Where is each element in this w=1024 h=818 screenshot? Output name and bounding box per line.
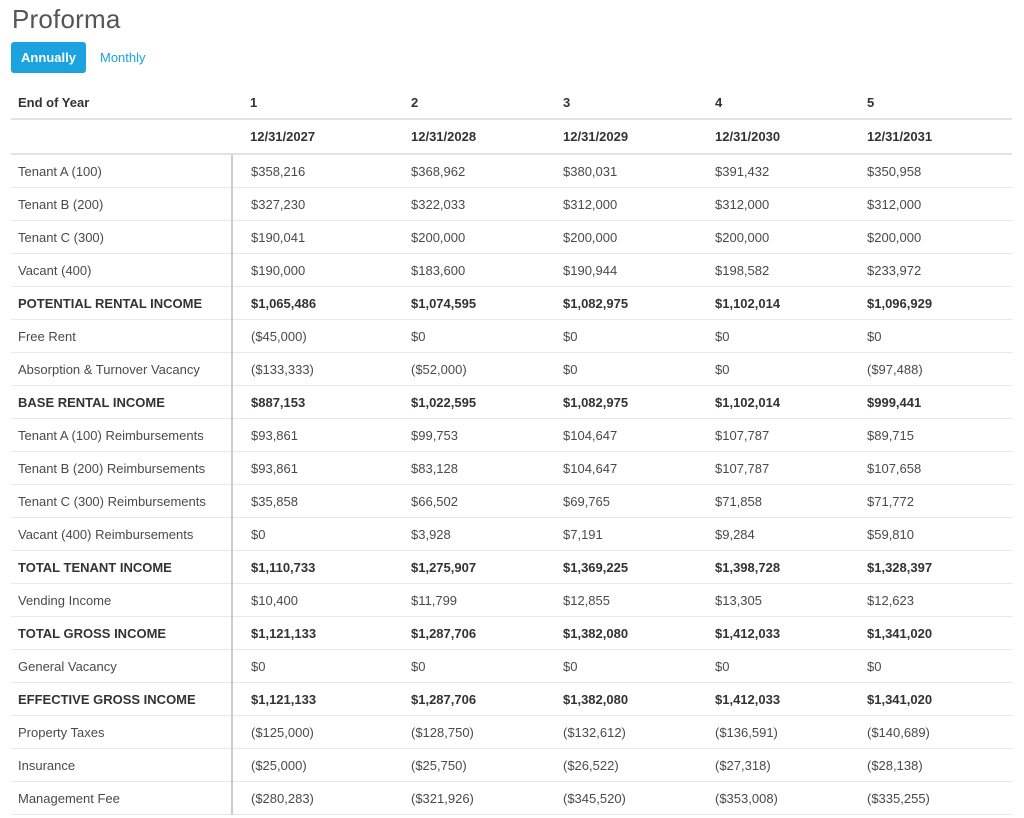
table-cell: $12,855: [545, 584, 697, 617]
row-label: Tenant C (300) Reimbursements: [11, 485, 232, 518]
table-cell: $1,121,133: [232, 683, 393, 716]
table-cell: ($345,520): [545, 782, 697, 815]
date-header: 12/31/2027: [232, 119, 393, 154]
table-row: [11, 716, 1012, 749]
row-label: Vacant (400) Reimbursements: [11, 518, 232, 551]
table-cell: $83,128: [393, 452, 545, 485]
table-row: [11, 650, 1012, 683]
table-cell: $322,033: [393, 188, 545, 221]
table-cell: $0: [545, 320, 697, 353]
table-cell: $107,658: [849, 452, 1012, 485]
table-cell: $66,502: [393, 485, 545, 518]
table-cell: ($25,000): [232, 749, 393, 782]
table-cell: $107,787: [697, 452, 849, 485]
table-cell: $9,284: [697, 518, 849, 551]
table-cell: $99,753: [393, 419, 545, 452]
table-cell: $312,000: [697, 188, 849, 221]
table-cell: $104,647: [545, 419, 697, 452]
table-row: [11, 221, 1012, 254]
row-label: Insurance: [11, 749, 232, 782]
table-row: [11, 287, 1012, 320]
table-cell: ($128,750): [393, 716, 545, 749]
table-row: [11, 320, 1012, 353]
row-label: EFFECTIVE GROSS INCOME: [11, 683, 232, 716]
table-row: [11, 749, 1012, 782]
proforma-body: [11, 154, 1012, 815]
row-label: TOTAL GROSS INCOME: [11, 617, 232, 650]
row-label: Absorption & Turnover Vacancy: [11, 353, 232, 386]
date-header-row: [11, 119, 1012, 154]
table-cell: $0: [393, 650, 545, 683]
table-cell: $1,102,014: [697, 386, 849, 419]
table-cell: $1,382,080: [545, 617, 697, 650]
table-cell: $1,412,033: [697, 617, 849, 650]
table-cell: $198,582: [697, 254, 849, 287]
table-cell: ($28,138): [849, 749, 1012, 782]
table-cell: $312,000: [545, 188, 697, 221]
table-cell: $0: [849, 650, 1012, 683]
table-row: [11, 452, 1012, 485]
table-row: [11, 584, 1012, 617]
table-cell: $104,647: [545, 452, 697, 485]
table-cell: $1,341,020: [849, 683, 1012, 716]
year-header: 5: [849, 86, 1012, 119]
table-cell: $0: [697, 320, 849, 353]
row-label: Management Fee: [11, 782, 232, 815]
table-cell: $0: [393, 320, 545, 353]
row-label: POTENTIAL RENTAL INCOME: [11, 287, 232, 320]
proforma-table: [11, 86, 1012, 815]
table-cell: $1,412,033: [697, 683, 849, 716]
table-cell: ($125,000): [232, 716, 393, 749]
table-cell: $1,102,014: [697, 287, 849, 320]
row-label: Vending Income: [11, 584, 232, 617]
table-cell: $887,153: [232, 386, 393, 419]
row-label: General Vacancy: [11, 650, 232, 683]
table-cell: $0: [545, 650, 697, 683]
date-header: 12/31/2029: [545, 119, 697, 154]
table-cell: $233,972: [849, 254, 1012, 287]
table-cell: $1,382,080: [545, 683, 697, 716]
table-cell: ($27,318): [697, 749, 849, 782]
date-header: 12/31/2028: [393, 119, 545, 154]
table-cell: ($26,522): [545, 749, 697, 782]
table-cell: $1,121,133: [232, 617, 393, 650]
table-cell: $13,305: [697, 584, 849, 617]
year-header-row: [11, 86, 1012, 119]
table-cell: ($140,689): [849, 716, 1012, 749]
table-cell: ($280,283): [232, 782, 393, 815]
table-cell: ($136,591): [697, 716, 849, 749]
table-cell: ($353,008): [697, 782, 849, 815]
date-header: 12/31/2030: [697, 119, 849, 154]
year-header: 4: [697, 86, 849, 119]
table-cell: $200,000: [697, 221, 849, 254]
row-label: TOTAL TENANT INCOME: [11, 551, 232, 584]
table-cell: $0: [697, 650, 849, 683]
row-label: Tenant C (300): [11, 221, 232, 254]
table-cell: $1,082,975: [545, 386, 697, 419]
table-cell: $89,715: [849, 419, 1012, 452]
table-cell: $391,432: [697, 154, 849, 188]
table-row: [11, 419, 1012, 452]
monthly-button[interactable]: Monthly: [100, 50, 146, 65]
table-cell: $1,328,397: [849, 551, 1012, 584]
table-cell: ($133,333): [232, 353, 393, 386]
table-cell: $0: [232, 518, 393, 551]
table-row: [11, 782, 1012, 815]
table-row: [11, 617, 1012, 650]
table-cell: $1,082,975: [545, 287, 697, 320]
table-cell: $1,065,486: [232, 287, 393, 320]
row-label: Tenant A (100) Reimbursements: [11, 419, 232, 452]
end-of-year-header: End of Year: [11, 86, 232, 119]
table-cell: $327,230: [232, 188, 393, 221]
table-cell: $93,861: [232, 452, 393, 485]
table-row: [11, 485, 1012, 518]
table-cell: ($52,000): [393, 353, 545, 386]
table-cell: $1,074,595: [393, 287, 545, 320]
table-cell: $0: [697, 353, 849, 386]
table-cell: ($97,488): [849, 353, 1012, 386]
table-cell: $1,275,907: [393, 551, 545, 584]
table-cell: $380,031: [545, 154, 697, 188]
date-header: 12/31/2031: [849, 119, 1012, 154]
table-cell: ($335,255): [849, 782, 1012, 815]
table-cell: $1,369,225: [545, 551, 697, 584]
table-cell: $1,022,595: [393, 386, 545, 419]
table-cell: $1,341,020: [849, 617, 1012, 650]
table-cell: $0: [545, 353, 697, 386]
year-header: 2: [393, 86, 545, 119]
table-cell: $1,110,733: [232, 551, 393, 584]
row-label: Property Taxes: [11, 716, 232, 749]
table-cell: $59,810: [849, 518, 1012, 551]
table-cell: $71,858: [697, 485, 849, 518]
table-row: [11, 154, 1012, 188]
table-cell: $200,000: [849, 221, 1012, 254]
table-cell: $190,944: [545, 254, 697, 287]
table-row: [11, 254, 1012, 287]
table-cell: ($25,750): [393, 749, 545, 782]
table-cell: $12,623: [849, 584, 1012, 617]
row-label: BASE RENTAL INCOME: [11, 386, 232, 419]
table-cell: $1,096,929: [849, 287, 1012, 320]
table-row: [11, 551, 1012, 584]
table-cell: $350,958: [849, 154, 1012, 188]
row-label: Tenant B (200) Reimbursements: [11, 452, 232, 485]
table-row: [11, 386, 1012, 419]
table-cell: $11,799: [393, 584, 545, 617]
table-cell: $1,398,728: [697, 551, 849, 584]
table-cell: $358,216: [232, 154, 393, 188]
row-label: Free Rent: [11, 320, 232, 353]
table-cell: $93,861: [232, 419, 393, 452]
table-cell: $69,765: [545, 485, 697, 518]
table-cell: $190,041: [232, 221, 393, 254]
table-cell: $190,000: [232, 254, 393, 287]
table-cell: $1,287,706: [393, 683, 545, 716]
year-header: 1: [232, 86, 393, 119]
table-row: [11, 683, 1012, 716]
table-cell: ($321,926): [393, 782, 545, 815]
table-cell: ($45,000): [232, 320, 393, 353]
row-label: Tenant A (100): [11, 154, 232, 188]
table-cell: $35,858: [232, 485, 393, 518]
table-cell: $0: [849, 320, 1012, 353]
date-header-spacer: [11, 119, 232, 154]
table-cell: $200,000: [545, 221, 697, 254]
table-cell: ($132,612): [545, 716, 697, 749]
table-row: [11, 518, 1012, 551]
annually-button[interactable]: Annually: [11, 42, 86, 73]
table-cell: $999,441: [849, 386, 1012, 419]
table-cell: $200,000: [393, 221, 545, 254]
year-header: 3: [545, 86, 697, 119]
table-cell: $71,772: [849, 485, 1012, 518]
table-cell: $368,962: [393, 154, 545, 188]
table-cell: $3,928: [393, 518, 545, 551]
period-toggle: [11, 42, 146, 73]
table-row: [11, 353, 1012, 386]
table-cell: $312,000: [849, 188, 1012, 221]
table-cell: $0: [232, 650, 393, 683]
table-cell: $7,191: [545, 518, 697, 551]
row-label: Vacant (400): [11, 254, 232, 287]
table-cell: $1,287,706: [393, 617, 545, 650]
row-label: Tenant B (200): [11, 188, 232, 221]
page-title: Proforma: [12, 4, 121, 34]
table-row: [11, 188, 1012, 221]
table-cell: $183,600: [393, 254, 545, 287]
table-cell: $107,787: [697, 419, 849, 452]
table-cell: $10,400: [232, 584, 393, 617]
